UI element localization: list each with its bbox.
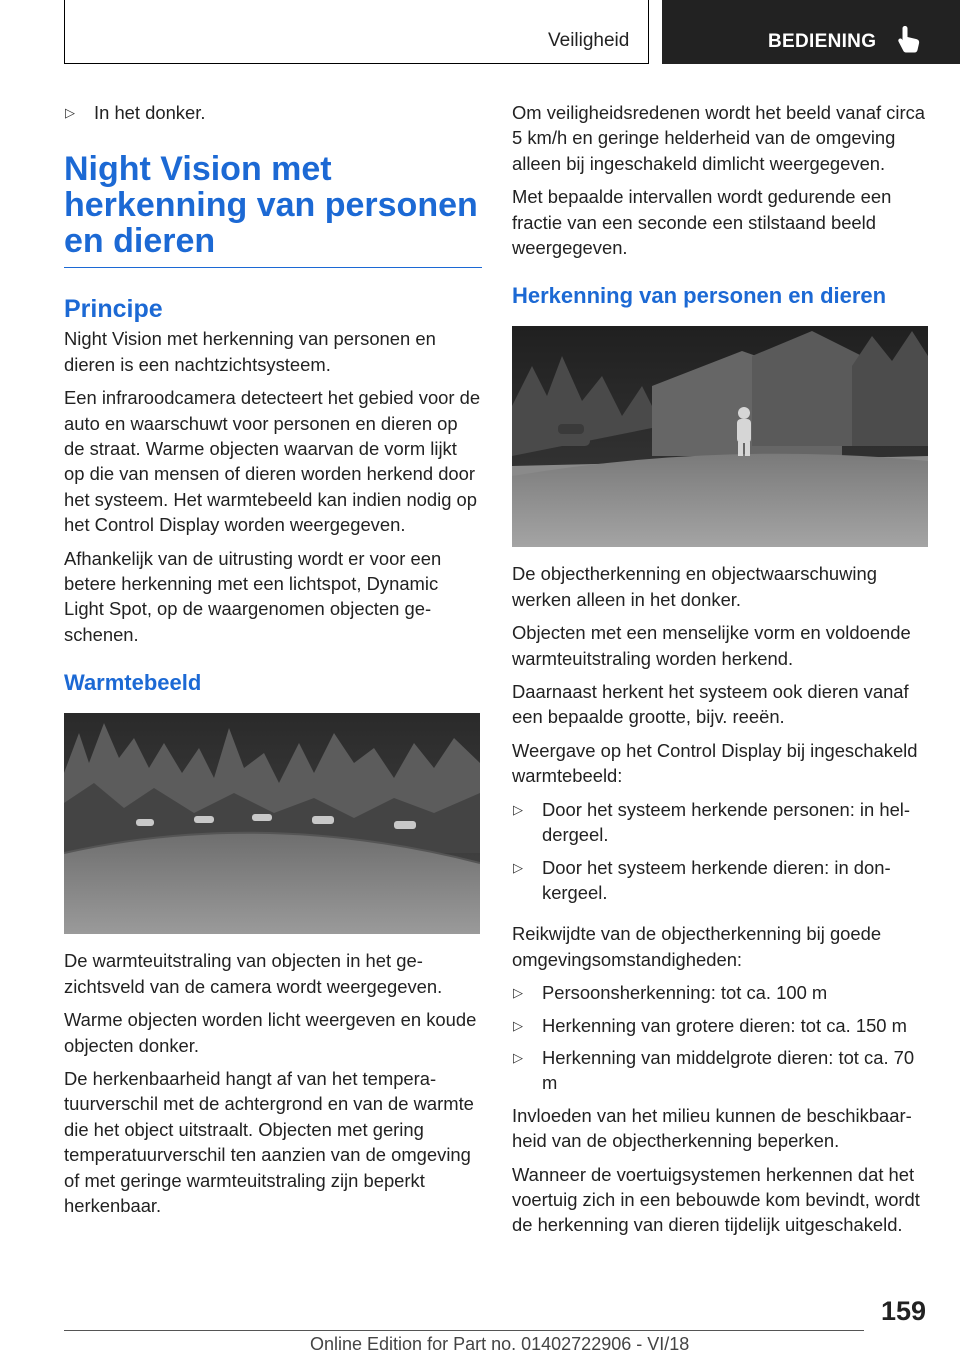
intro-bullet-text: In het donker. [94, 102, 206, 123]
list-item-text: Door het systeem herkende dieren: in donkergeel. [542, 856, 891, 903]
hand-pointer-icon [896, 24, 922, 59]
interval-paragraph: Met bepaalde intervallen wordt gedurende een fractie van een seconde een stilstaand beeld weergegeven. [512, 186, 892, 259]
left-column [64, 100, 482, 1226]
list-item-text: Door het systeem herkende personen: in heldergeel. [542, 798, 911, 846]
footer-rule [64, 1330, 864, 1331]
list-item [512, 855, 930, 906]
list-item [512, 980, 930, 1005]
thermal-image-figure [64, 713, 480, 934]
header-divider [648, 0, 649, 64]
list-item [512, 1045, 930, 1096]
page-number: 159 [880, 1296, 926, 1326]
safety-paragraph: Om veiligheidsredenen wordt het beeld vanaf circa 5 km/h en geringe helderheid van de omgeving alleen bij ingeschakeld dimlicht weergegeven. [512, 102, 925, 174]
thermal-paragraph: Warme objecten worden licht weergeven en koude objecten donker. [64, 1009, 477, 1056]
page-title: Night Vision met herkenning van personen en dieren [64, 151, 482, 268]
triangle-bullet-icon: ▷ [513, 985, 523, 1001]
recognition-paragraph: Objecten met een menselijke vorm en voldoende warmteuitstraling worden herkend. [512, 622, 911, 669]
triangle-bullet-icon: ▷ [513, 859, 523, 875]
triangle-bullet-icon: ▷ [513, 1017, 523, 1033]
header-chapter-tab[interactable] [662, 0, 960, 64]
intro-bullet [64, 100, 482, 125]
header-left-rule [64, 0, 65, 64]
recognition-image-figure [512, 326, 928, 547]
right-column [512, 100, 930, 1246]
thermal-paragraph: De herkenbaarheid hangt af van het temperatuurverschil met de achtergrond en van de warmte die het object uitstraalt. Objecten met gering temperatuurverschil ten aanzien van de omgeving of met geringe warmteuitstraling zijn beperkt herkenbaar. [64, 1067, 474, 1216]
triangle-bullet-icon: ▷ [513, 1049, 523, 1065]
header-section-title: Veiligheid [548, 30, 630, 51]
principle-paragraph: Een infraroodcamera detecteert het gebied voor de auto en waarschuwt voor personen en dieren op de straat. Warme objecten waarvan de vorm lijkt op die van mensen of dieren worden herkend door het systeem. Het warmtebeeld kan indien nodig op het Control Display worden weergegeven. [64, 387, 481, 536]
list-item [512, 1013, 930, 1038]
recognition-paragraph: De objectherkenning en objectwaarschuwing werken alleen in het donker. [512, 563, 877, 610]
header-bottom-rule [64, 63, 649, 64]
triangle-bullet-icon: ▷ [513, 801, 523, 817]
closing-paragraph: Wanneer de voertuigsystemen herkennen dat het voertuig zich in een bebouwde kom bevindt, wordt de herkenning van dieren tijdelijk uitgeschakeld. [512, 1163, 920, 1236]
range-intro: Reikwijdte van de objectherkenning bij goede omgevingsomstandigheden: [512, 923, 882, 970]
recognition-paragraph: Weergave op het Control Display bij ingeschakeld warmtebeeld: [512, 739, 918, 787]
recognition-paragraph: Daarnaast herkent het systeem ook dieren vanaf een bepaalde grootte, bijv. reeën. [512, 681, 909, 728]
footer-edition: Online Edition for Part no. 01402722906 - VI/18 [310, 1334, 690, 1354]
principle-paragraph: Night Vision met herkenning van personen en dieren is een nachtzichtsysteem. [64, 328, 436, 375]
thermal-paragraph: De warmteuitstraling van objecten in het gezichtsveld van de camera wordt weergegeven. [64, 950, 443, 997]
header-chapter-label: BEDIENING [768, 31, 877, 52]
list-item-text: Herkenning van middelgrote dieren: tot ca. 70 m [542, 1046, 915, 1094]
triangle-bullet-icon: ▷ [65, 105, 75, 120]
principle-heading: Principe [64, 295, 163, 324]
recognition-heading: Herkenning van personen en dieren [512, 283, 887, 309]
list-item-text: Herkenning van grotere dieren: tot ca. 150 m [542, 1014, 907, 1036]
list-item-text: Persoonsherkenning: tot ca. 100 m [542, 982, 828, 1004]
list-item [512, 797, 930, 848]
closing-paragraph: Invloeden van het milieu kunnen de beschikbaarheid van de objectherkenning beperken. [512, 1104, 912, 1152]
thermal-heading: Warmtebeeld [64, 670, 202, 696]
principle-paragraph: Afhankelijk van de uitrusting wordt er voor een betere herkenning met een lichtspot, Dynamic Light Spot, op de waargenomen objecten geschenen. [64, 547, 442, 645]
